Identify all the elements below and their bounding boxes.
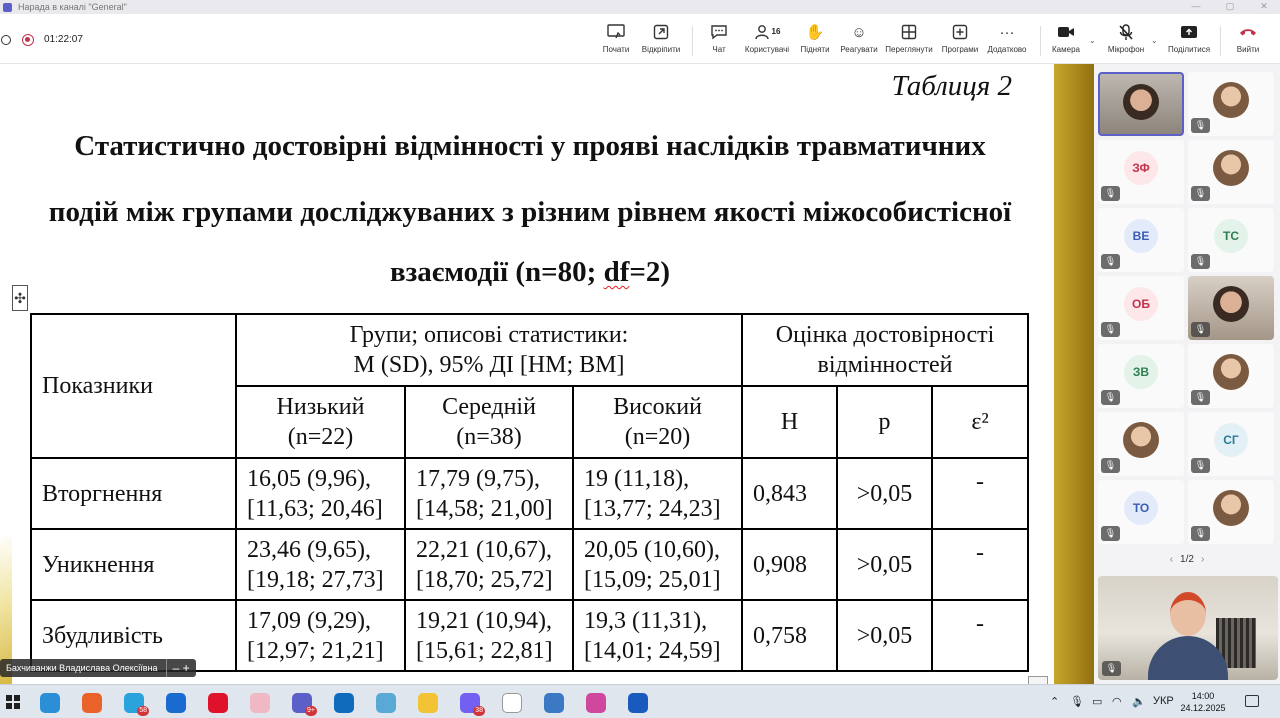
- statistics-table: [30, 313, 1029, 672]
- mic-off-icon: 🎙: [1101, 186, 1120, 201]
- photos-app-icon[interactable]: [376, 693, 396, 713]
- self-video-tile[interactable]: [1098, 576, 1278, 680]
- groups-header: Групи; описові статистики: M (SD), 95% ДІ [НМ; ВМ]: [236, 314, 742, 386]
- indicator-cell: Збудливість: [31, 600, 236, 671]
- group-low-header: Низький (n=22): [236, 386, 405, 458]
- mic-off-icon: 🎙: [1191, 526, 1210, 541]
- epsilon-value: -: [932, 458, 1028, 529]
- notification-badge: 58: [139, 707, 147, 714]
- toolbar-divider: [1220, 26, 1221, 56]
- raise-hand-button[interactable]: ✋ Підняти: [800, 23, 830, 54]
- chevron-left-icon[interactable]: ‹: [1169, 554, 1174, 565]
- spellcheck-underline: df: [603, 256, 630, 288]
- participant-initials: ОБ: [1124, 287, 1158, 321]
- minimize-icon[interactable]: —: [1191, 1, 1201, 11]
- notification-badge: 9+: [307, 707, 315, 714]
- slide-decoration-strip: [1054, 64, 1094, 684]
- stat-cell: 19,3 (11,31), [14,01; 24,59]: [573, 600, 742, 671]
- close-icon[interactable]: ✕: [1260, 1, 1268, 11]
- participant-tile[interactable]: [1188, 140, 1274, 204]
- participant-initials: ЗВ: [1124, 355, 1158, 389]
- firefox-app-icon[interactable]: [82, 693, 102, 713]
- mic-off-icon: [1118, 22, 1134, 42]
- smile-icon: ☺: [851, 23, 867, 41]
- participant-gallery: [1094, 64, 1280, 684]
- stat-cell: 20,05 (10,60), [15,09; 25,01]: [573, 529, 742, 600]
- leave-button[interactable]: Вийти: [1232, 22, 1264, 62]
- stat-cell: 22,21 (10,67), [18,70; 25,72]: [405, 529, 573, 600]
- gallery-page: 1/2: [1180, 554, 1194, 565]
- chat-icon: [710, 22, 728, 42]
- gallery-pager: [1094, 554, 1280, 565]
- p-header: p: [837, 386, 932, 458]
- mic-off-icon: 🎙: [1101, 526, 1120, 541]
- recording-icon: [22, 34, 34, 46]
- taskbar: [0, 684, 1280, 718]
- stat-cell: 17,09 (9,29), [12,97; 21,21]: [236, 600, 405, 671]
- participant-tile[interactable]: [1188, 412, 1274, 476]
- store-app-icon[interactable]: [586, 693, 606, 713]
- mic-off-icon: 🎙: [1191, 186, 1210, 201]
- mic-off-icon: 🎙: [1101, 458, 1120, 473]
- raise-hand-icon: ✋: [805, 23, 825, 41]
- people-button[interactable]: 16 Користувачі: [741, 22, 793, 62]
- microphone-button[interactable]: Мікрофон: [1104, 22, 1148, 62]
- battery-icon[interactable]: ▭: [1092, 696, 1103, 708]
- notification-badge: 38: [475, 707, 483, 714]
- significance-header: Оцінка достовірності відмінностей: [742, 314, 1028, 386]
- participant-initials: ЗФ: [1124, 151, 1158, 185]
- share-icon: [1180, 22, 1198, 42]
- stat-cell: 23,46 (9,65), [19,18; 27,73]: [236, 529, 405, 600]
- more-icon: ···: [999, 23, 1015, 41]
- table-number-label: Таблиця 2: [891, 70, 1012, 102]
- group-mid-header: Середній (n=38): [405, 386, 573, 458]
- volume-icon[interactable]: 🔈: [1132, 696, 1146, 708]
- apps-button[interactable]: Програми: [939, 22, 981, 62]
- toolbar-divider: [1040, 26, 1041, 56]
- indicator-cell: Вторгнення: [31, 458, 236, 529]
- presenter-name: Бахчиванжи Владислава Олексіївна: [6, 663, 158, 673]
- table-title-line-1: Статистично достовірні відмінності у прояві наслідків травматичних: [74, 130, 986, 162]
- table-title-line-2: подій між групами досліджуваних з різним рівнем якості міжособистісної: [48, 196, 1012, 228]
- teams-logo-icon: [3, 3, 12, 12]
- mic-off-icon: 🎙: [1101, 322, 1120, 337]
- maximize-icon[interactable]: ▢: [1225, 1, 1235, 11]
- participant-count: 16: [771, 27, 781, 36]
- screen-share-icon: [607, 22, 625, 42]
- participant-tile[interactable]: [1098, 276, 1184, 340]
- pop-out-icon: [653, 22, 669, 42]
- participant-tile[interactable]: [1098, 140, 1184, 204]
- epsilon-header: ε²: [932, 386, 1028, 458]
- mic-off-icon: 🎙: [1191, 254, 1210, 269]
- mic-off-icon: 🎙: [1102, 661, 1121, 676]
- participant-initials: ВЕ: [1124, 219, 1158, 253]
- table-row: [31, 529, 1028, 600]
- camera-button[interactable]: Камера: [1050, 22, 1082, 62]
- notepad-app-icon[interactable]: [502, 693, 522, 713]
- participant-tile[interactable]: [1098, 344, 1184, 408]
- participant-initials: СГ: [1214, 423, 1248, 457]
- group-high-header: Високий (n=20): [573, 386, 742, 458]
- table-title-line-3: взаємодії (n=80; df=2): [389, 256, 671, 288]
- p-value: >0,05: [837, 600, 932, 671]
- mic-off-icon: 🎙: [1191, 390, 1210, 405]
- h-value: 0,758: [742, 600, 837, 671]
- mic-off-icon: 🎙: [1101, 390, 1120, 405]
- participant-initials: ТС: [1214, 219, 1248, 253]
- teams-app-icon[interactable]: [292, 693, 315, 714]
- mic-tray-icon[interactable]: 🎙: [1070, 696, 1084, 708]
- table-move-handle[interactable]: ✣: [12, 285, 28, 311]
- participant-tile[interactable]: [1098, 480, 1184, 544]
- mic-options-chevron-icon[interactable]: ⌄: [1151, 36, 1158, 45]
- more-button[interactable]: ··· Додатково: [987, 23, 1027, 54]
- hang-up-icon: [1239, 22, 1257, 42]
- participant-avatar: [1213, 354, 1249, 390]
- edge-app-icon[interactable]: [40, 693, 60, 713]
- view-grid-icon: [901, 22, 917, 42]
- chat-button[interactable]: Чат: [704, 22, 734, 62]
- minus-plus-icon[interactable]: – +: [166, 659, 190, 677]
- participant-tile[interactable]: [1188, 480, 1274, 544]
- windows-start-icon[interactable]: [6, 695, 20, 709]
- outlook-app-icon[interactable]: [334, 693, 354, 713]
- window-title: Нарада в каналі "General": [18, 2, 127, 12]
- stat-cell: 16,05 (9,96), [11,63; 20,46]: [236, 458, 405, 529]
- chevron-up-icon[interactable]: ⌃: [1050, 696, 1060, 708]
- meeting-toolbar: [0, 14, 1280, 64]
- wifi-icon[interactable]: ◠: [1112, 696, 1122, 708]
- opera-app-icon[interactable]: [208, 693, 228, 713]
- indicator-cell: Уникнення: [31, 529, 236, 600]
- participant-tile[interactable]: [1188, 72, 1274, 136]
- p-value: >0,05: [837, 529, 932, 600]
- notifications-icon[interactable]: [1245, 695, 1259, 707]
- stat-cell: 17,79 (9,75), [14,58; 21,00]: [405, 458, 573, 529]
- meeting-timer: 01:22:07: [44, 34, 83, 45]
- start-presenting-button[interactable]: Почати: [599, 22, 633, 62]
- react-button[interactable]: ☺ Реагувати: [840, 23, 878, 54]
- table-row: [31, 458, 1028, 529]
- resize-handle[interactable]: [1028, 676, 1048, 684]
- stat-cell: 19 (11,18), [13,77; 24,23]: [573, 458, 742, 529]
- participant-avatar: [1213, 150, 1249, 186]
- h-header: H: [742, 386, 837, 458]
- participant-tile[interactable]: [1098, 412, 1184, 476]
- telegram-app-icon[interactable]: [124, 693, 147, 714]
- language-indicator[interactable]: УКР: [1153, 695, 1174, 707]
- participant-initials: ТО: [1124, 491, 1158, 525]
- camera-options-chevron-icon[interactable]: ⌄: [1089, 36, 1096, 45]
- camera-icon: [1057, 22, 1075, 42]
- epsilon-value: -: [932, 600, 1028, 671]
- view-button[interactable]: Переглянути: [884, 22, 934, 62]
- mic-off-icon: 🎙: [1191, 118, 1210, 133]
- participant-avatar: [1123, 422, 1159, 458]
- participant-avatar: [1213, 82, 1249, 118]
- participant-video: [1213, 286, 1249, 322]
- stat-cell: 19,21 (10,94), [15,61; 22,81]: [405, 600, 573, 671]
- system-clock[interactable]: 14:00 24.12.2025: [1180, 691, 1226, 713]
- shield-icon: [1, 35, 11, 45]
- viber-app-icon[interactable]: [460, 693, 483, 714]
- word-app-icon[interactable]: [628, 693, 648, 713]
- toolbar-divider: [692, 26, 693, 56]
- participant-tile[interactable]: [1188, 344, 1274, 408]
- epsilon-value: -: [932, 529, 1028, 600]
- globe-app-icon[interactable]: [544, 693, 564, 713]
- presenter-name-tag[interactable]: [0, 659, 196, 677]
- p-value: >0,05: [837, 458, 932, 529]
- shared-screen: [0, 64, 1054, 684]
- h-value: 0,908: [742, 529, 837, 600]
- paint-app-icon[interactable]: [250, 693, 270, 713]
- explorer-app-icon[interactable]: [418, 693, 438, 713]
- people-icon: [754, 22, 781, 42]
- apps-icon: [952, 22, 968, 42]
- participant-avatar: [1213, 490, 1249, 526]
- pop-out-button[interactable]: Відкріпити: [638, 22, 684, 62]
- participant-video: [1123, 84, 1159, 120]
- window-title-bar: [0, 0, 1280, 14]
- teamviewer-app-icon[interactable]: [166, 693, 186, 713]
- h-value: 0,843: [742, 458, 837, 529]
- share-button[interactable]: Поділитися: [1166, 22, 1212, 62]
- participant-tile[interactable]: [1188, 276, 1274, 340]
- mic-off-icon: 🎙: [1191, 458, 1210, 473]
- mic-off-icon: 🎙: [1191, 322, 1210, 337]
- indicators-header: Показники: [31, 314, 236, 458]
- chevron-right-icon[interactable]: ›: [1200, 554, 1205, 565]
- participant-face: [1170, 592, 1206, 636]
- participant-tile[interactable]: [1098, 208, 1184, 272]
- mic-off-icon: 🎙: [1101, 254, 1120, 269]
- participant-tile[interactable]: [1098, 72, 1184, 136]
- participant-tile[interactable]: [1188, 208, 1274, 272]
